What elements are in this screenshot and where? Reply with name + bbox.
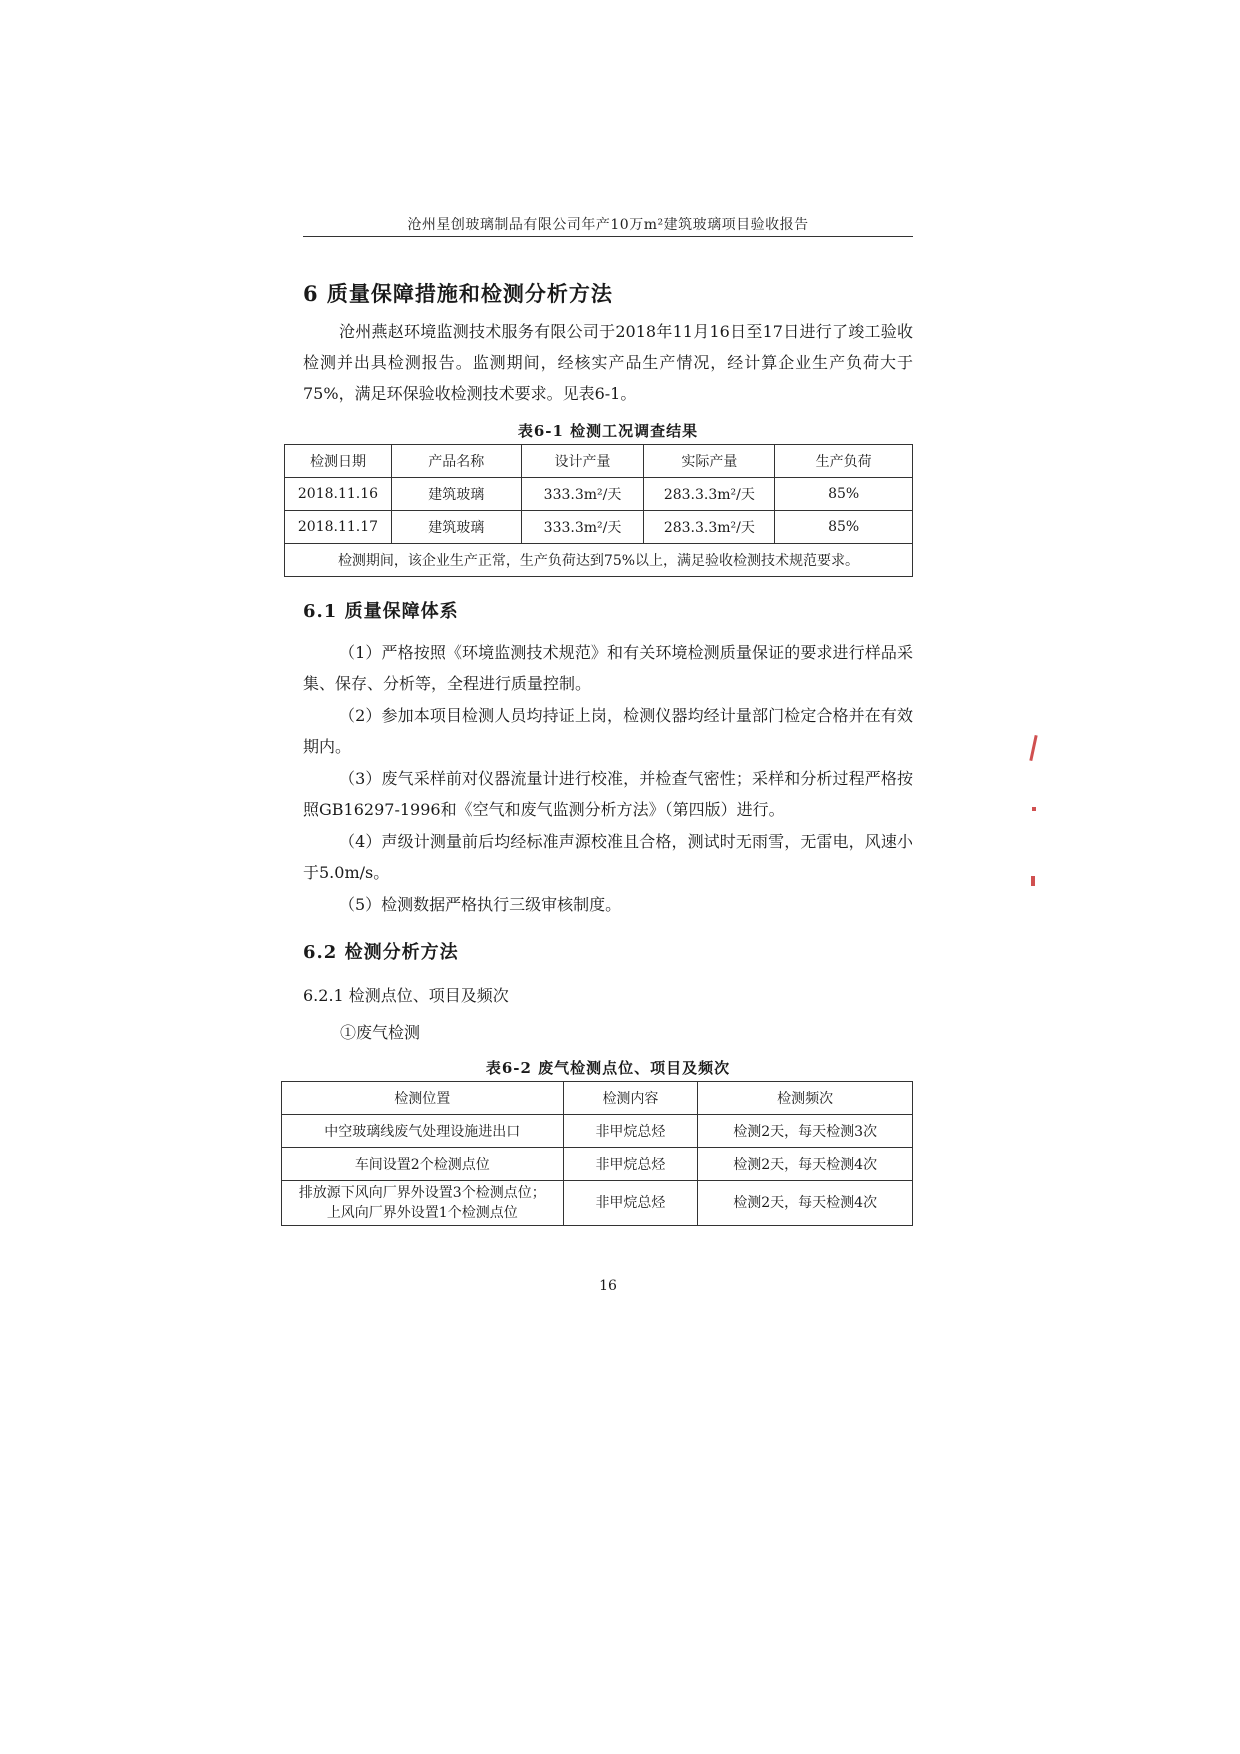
location-cell: 车间设置2个检测点位	[282, 1148, 564, 1181]
location-cell: 中空玻璃线废气处理设施进出口	[282, 1115, 564, 1148]
location-line: 排放源下风向厂界外设置3个检测点位；	[298, 1185, 546, 1201]
frequency-cell: 检测2天，每天检测3次	[698, 1115, 913, 1148]
table-note: 检测期间，该企业生产正常，生产负荷达到75%以上，满足验收检测技术规范要求。	[285, 544, 913, 577]
content-cell: 非甲烷总烃	[563, 1115, 698, 1148]
section-6-2-title: 6.2 检测分析方法	[303, 942, 459, 963]
design-output-cell: 333.3m²/天	[521, 478, 644, 511]
table-row	[285, 478, 913, 511]
page-number: 16	[599, 1278, 617, 1294]
waste-gas-subheading: ①废气检测	[340, 1023, 421, 1042]
table-6-2-caption: 表6-2 废气检测点位、项目及频次	[485, 1059, 731, 1077]
table-header-row	[282, 1082, 913, 1115]
header-cell: 实际产量	[644, 445, 775, 478]
actual-output-cell: 283.3.3m²/天	[644, 511, 775, 544]
header-cell: 检测位置	[282, 1082, 564, 1115]
qa-item-2: （2）参加本项目检测人员均持证上岗，检测仪器均经计量部门检定合格并在有效期内。	[303, 706, 913, 756]
load-cell: 85%	[775, 511, 913, 544]
product-cell: 建筑玻璃	[391, 511, 521, 544]
frequency-cell: 检测2天，每天检测4次	[698, 1181, 913, 1226]
header-cell: 检测内容	[563, 1082, 698, 1115]
scan-edge-mark	[1029, 735, 1037, 761]
qa-item-3: （3）废气采样前对仪器流量计进行校准，并检查气密性；采样和分析过程严格按照GB16297-1996和《空气和废气监测分析方法》（第四版）进行。	[303, 769, 913, 819]
table-row	[282, 1115, 913, 1148]
date-cell: 2018.11.17	[285, 511, 392, 544]
section-6-title: 6 质量保障措施和检测分析方法	[303, 281, 613, 306]
table-6-1	[284, 444, 913, 577]
header-cell: 设计产量	[521, 445, 644, 478]
header-cell: 检测日期	[285, 445, 392, 478]
design-output-cell: 333.3m²/天	[521, 511, 644, 544]
location-line: 上风向厂界外设置1个检测点位	[326, 1205, 518, 1221]
table-row	[282, 1181, 913, 1226]
running-header: 沧州星创玻璃制品有限公司年产10万m²建筑玻璃项目验收报告	[407, 217, 809, 233]
table-note-row	[285, 544, 913, 577]
header-cell: 产品名称	[391, 445, 521, 478]
header-cell: 检测频次	[698, 1082, 913, 1115]
table-6-1-caption: 表6-1 检测工况调查结果	[517, 422, 699, 440]
scan-edge-mark	[1032, 807, 1036, 811]
scan-edge-mark	[1031, 876, 1035, 886]
table-row	[285, 511, 913, 544]
actual-output-cell: 283.3.3m²/天	[644, 478, 775, 511]
section-6-1-title: 6.1 质量保障体系	[303, 601, 459, 622]
table-header-row	[285, 445, 913, 478]
product-cell: 建筑玻璃	[391, 478, 521, 511]
section-6-intro: 沧州燕赵环境监测技术服务有限公司于2018年11月16日至17日进行了竣工验收检测并出具检测报告。监测期间，经核实产品生产情况，经计算企业生产负荷大于75%，满足环保验收检测技术要求。见表6-1。	[303, 322, 913, 403]
date-cell: 2018.11.16	[285, 478, 392, 511]
qa-item-1: （1）严格按照《环境监测技术规范》和有关环境检测质量保证的要求进行样品采集、保存、分析等，全程进行质量控制。	[303, 643, 913, 693]
qa-item-5: （5）检测数据严格执行三级审核制度。	[339, 895, 622, 914]
frequency-cell: 检测2天，每天检测4次	[698, 1148, 913, 1181]
table-row	[282, 1148, 913, 1181]
content-cell: 非甲烷总烃	[563, 1181, 698, 1226]
table-6-2	[281, 1081, 913, 1226]
header-cell: 生产负荷	[775, 445, 913, 478]
section-6-2-1-title: 6.2.1 检测点位、项目及频次	[303, 986, 509, 1005]
location-cell	[282, 1181, 564, 1226]
content-cell: 非甲烷总烃	[563, 1148, 698, 1181]
load-cell: 85%	[775, 478, 913, 511]
qa-item-4: （4）声级计测量前后均经标准声源校准且合格，测试时无雨雪，无雷电，风速小于5.0m/s。	[303, 832, 913, 882]
header-rule	[303, 236, 913, 237]
